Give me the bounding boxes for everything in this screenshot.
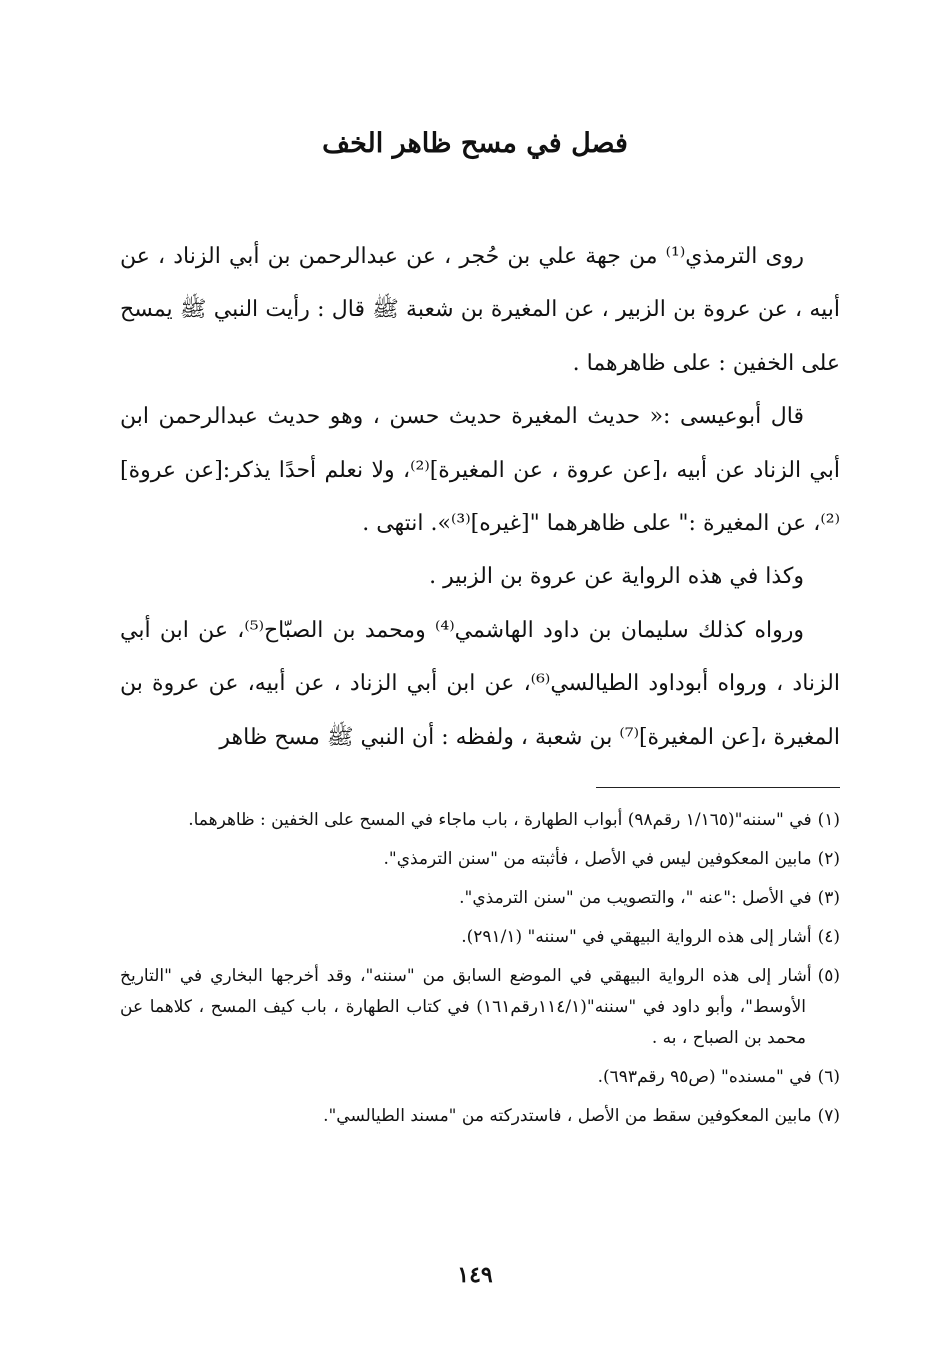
footnote-item <box>120 1062 840 1093</box>
footnote-number: (٤) <box>817 927 840 947</box>
paragraph: روى الترمذي⁽¹⁾ من جهة علي بن حُجر ، عن عبدالرحمن بن أبي الزناد ، عن أبيه ، عن عروة بن الزبير ، عن المغيرة بن شعبة ﷺ قال : رأيت النبي ﷺ يمسح على الخفين : على ظاهرهما . <box>120 244 840 376</box>
footnote-text: في "سننه"(١/١٦٥ رقم٩٨) أبواب الطهارة ، باب ماجاء في المسح على الخفين : ظاهرهما. <box>188 810 812 830</box>
footnotes <box>120 805 840 1140</box>
footnote-number: (١) <box>817 810 840 830</box>
paragraph: وكذا في هذه الرواية عن عروة بن الزبير . <box>429 564 804 590</box>
paragraph: ورواه كذلك سليمان بن داود الهاشمي⁽⁴⁾ ومحمد بن الصبّاح⁽⁵⁾، عن ابن أبي الزناد ، ورواه أبوداود الطيالسي⁽⁶⁾، عن ابن أبي الزناد ، عن أبيه، عن عروة بن المغيرة ،[عن المغيرة]⁽⁷⁾ بن شعبة ، ولفظه : أن النبي ﷺ مسح ظاهر <box>120 617 840 750</box>
footnote-text: في "مسنده" (ص٩٥ رقم٦٩٣). <box>597 1067 812 1087</box>
footnote-text: أشار إلى هذه الرواية البيهقي في "سننه" (٢٩١/١). <box>461 927 812 947</box>
footnote-item <box>120 883 840 914</box>
main-text <box>120 230 840 764</box>
footnote-number: (٧) <box>817 1106 840 1126</box>
footnote-item <box>120 805 840 836</box>
footnote-text: أشار إلى هذه الرواية البيهقي في الموضع السابق من "سننه"، وقد أخرجها البخاري في "التاريخ الأوسط"، وأبو داود في "سننه"(١١٤/١رقم١٦١) في كتاب الطهارة ، باب كيف المسح ، كلاهما عن محمد بن الصباح ، به . <box>120 966 812 1048</box>
footnote-separator <box>596 787 840 788</box>
footnote-number: (٣) <box>817 888 840 908</box>
footnote-text: مابين المعكوفين ليس في الأصل ، فأثبته من "سنن الترمذي". <box>383 849 812 869</box>
footnote-item <box>120 844 840 875</box>
footnote-text: مابين المعكوفين سقط من الأصل ، فاستدركته من "مسند الطيالسي". <box>323 1106 812 1126</box>
footnote-item <box>120 961 840 1054</box>
page-number: ١٤٩ <box>457 1262 493 1288</box>
footnote-item <box>120 1101 840 1132</box>
footnote-number: (٥) <box>817 966 840 986</box>
footnote-number: (٢) <box>817 849 840 869</box>
footnote-text: في الأصل :"عنه "، والتصويب من "سنن الترمذي". <box>459 888 812 908</box>
paragraph: قال أبوعيسى :« حديث المغيرة حديث حسن ، وهو حديث عبدالرحمن ابن أبي الزناد عن أبيه ،[عن عروة ، عن المغيرة]⁽²⁾، ولا نعلم أحدًا يذكر:[عن عروة]⁽²⁾، عن المغيرة :" على ظاهرهما "[غيره]⁽³⁾». انتهى . <box>120 404 840 537</box>
footnote-number: (٦) <box>817 1067 840 1087</box>
chapter-title: فصل في مسح ظاهر الخف <box>322 128 628 160</box>
footnote-item <box>120 922 840 953</box>
